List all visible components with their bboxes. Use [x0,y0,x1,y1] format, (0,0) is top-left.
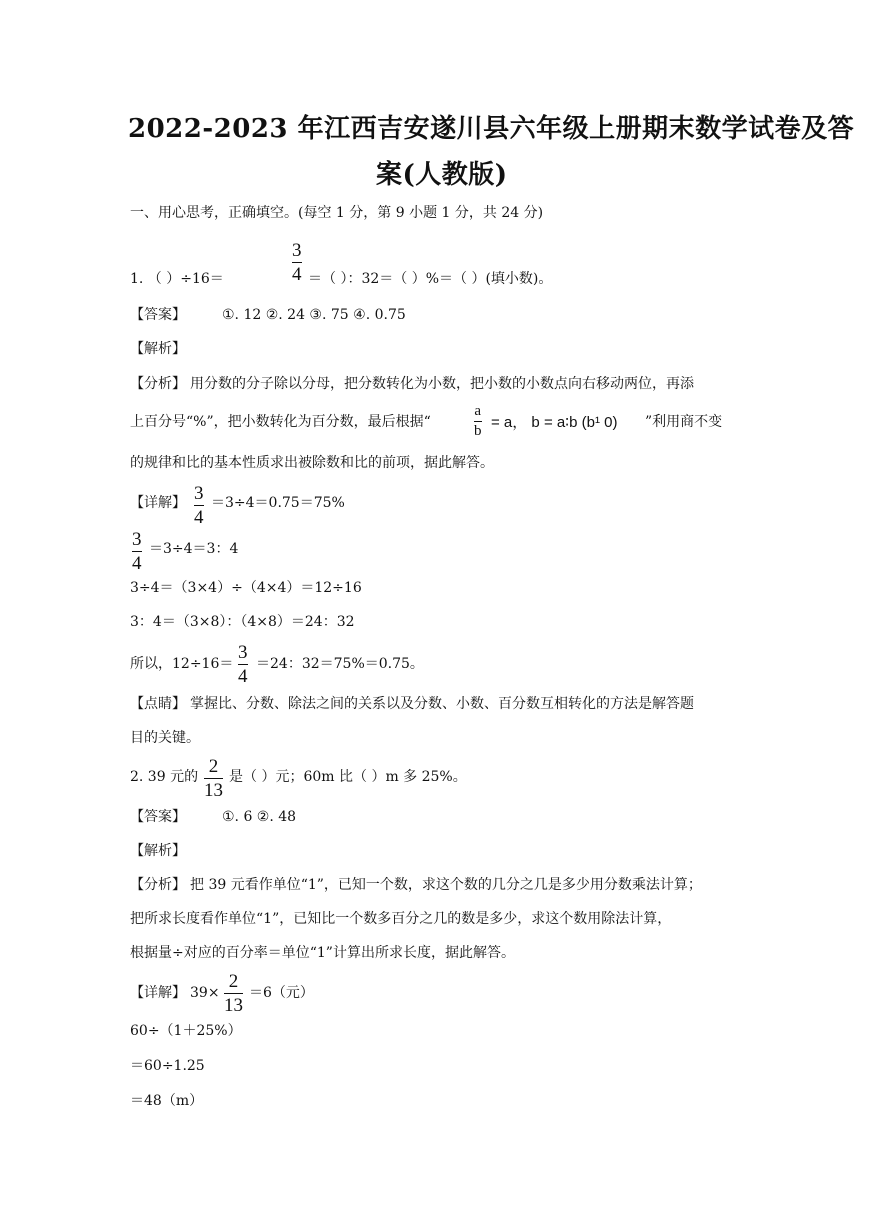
q1-fenxi-label: 【分析】 [130,376,186,392]
q1-suffix: ＝（ ）：32＝（ ）%＝（ ）(填小数)。 [308,271,553,287]
q2-fenxi-label: 【分析】 [130,877,186,893]
q1-analysis-label: 【解析】 [130,341,186,357]
q2-fraction [204,757,223,800]
q1-fenxi-fraction [474,404,482,439]
q1-detail-fraction-1-num: 3 [194,483,204,504]
section-heading: 一、用心思考，正确填空。(每空 1 分，第 9 小题 1 分，共 24 分) [130,205,544,221]
q1-detail-line2: ＝3÷4＝3：4 [149,541,239,557]
q2-fenxi-line2: 把所求长度看作单位“1”，已知比一个数多百分之几的数是多少，求这个数用除法计算， [130,911,672,927]
q2-detail-line3: ＝60÷1.25 [130,1058,205,1074]
q1-fraction [292,241,302,284]
q1-fenxi-formula: = a， b = a∶b (b¹ 0) [491,414,618,431]
q1-fenxi-fraction-numerator: a [474,403,482,419]
q2-fraction-denominator: 13 [204,780,223,801]
q2-fenxi-line3: 根据量÷对应的百分率＝单位“1”计算出所求长度，据此解答。 [130,945,515,961]
q1-detail-line1: ＝3÷4＝0.75＝75% [211,495,345,511]
q1-detail-fraction-1 [194,484,204,527]
q1-fenxi-line2c: ”利用商不变 [645,414,723,430]
q1-detail-fraction-1-den: 4 [194,507,204,528]
q1-detail-line5b: ＝24：32＝75%＝0.75。 [256,656,424,672]
q1-detail-fraction-3 [238,643,248,686]
q1-detail-line4: 3：4＝（3×8）：（4×8）＝24：32 [130,614,355,630]
q2-suffix: 是（ ）元；60m 比（ ）m 多 25%。 [229,769,467,785]
q2-answer: ①. 6 ②. 48 [222,809,297,825]
q1-fenxi-line3: 的规律和比的基本性质求出被除数和比的前项，据此解答。 [130,455,494,471]
q1-fenxi-line2a: 上百分号“%”，把小数转化为百分数，最后根据“ [130,414,431,430]
q1-fenxi-fraction-denominator: b [474,423,482,439]
q1-detail-label: 【详解】 [130,495,186,511]
q2-prefix: 2. 39 元的 [130,769,199,785]
q1-answer-label: 【答案】 [130,307,186,323]
q2-detail-line2: 60÷（1＋25%） [130,1023,242,1039]
q2-fraction-numerator: 2 [208,756,219,777]
q1-fraction-bar [292,262,302,263]
q1-detail-fraction-2-bar [132,551,142,552]
q2-detail-fraction-den: 13 [224,995,243,1016]
q2-detail-fraction [224,972,243,1015]
q1-fenxi-line1: 用分数的分子除以分母，把分数转化为小数，把小数的小数点向右移动两位，再添 [190,376,694,392]
q1-detail-fraction-2-den: 4 [132,553,142,574]
page-title-line1: 2022-2023 年江西吉安遂川县六年级上册期末数学试卷及答 [128,114,855,144]
q2-detail-line1a: 39× [190,985,220,1001]
q1-dianjing-line1: 掌握比、分数、除法之间的关系以及分数、小数、百分数互相转化的方法是解答题 [190,696,694,712]
q1-prefix: 1. （ ）÷16＝ [130,271,224,287]
q1-detail-fraction-2 [132,530,142,573]
q2-detail-fraction-bar [224,993,243,994]
q2-detail-label: 【详解】 [130,985,186,1001]
q2-detail-line4: ＝48（m） [130,1093,204,1109]
page-title-line2: 案(人教版) [376,160,508,190]
q1-dianjing-label: 【点睛】 [130,696,186,712]
q2-fraction-bar [204,778,223,779]
q1-answer: ①. 12 ②. 24 ③. 75 ④. 0.75 [222,307,406,323]
q1-detail-fraction-2-num: 3 [132,529,142,550]
q1-detail-line3: 3÷4＝（3×4）÷（4×4）＝12÷16 [130,580,362,596]
q1-detail-fraction-3-bar [238,664,248,665]
q1-dianjing-line2: 目的关键。 [130,730,200,746]
q2-analysis-label: 【解析】 [130,843,186,859]
q2-detail-line1b: ＝6（元） [249,985,314,1001]
q1-detail-fraction-1-bar [194,505,204,506]
q2-fenxi-line1: 把 39 元看作单位“1”，已知一个数，求这个数的几分之几是多少用分数乘法计算； [190,877,702,893]
q1-fraction-denominator: 4 [292,264,302,285]
q2-answer-label: 【答案】 [130,809,186,825]
q1-fraction-numerator: 3 [292,240,302,261]
q1-fenxi-fraction-bar [474,421,482,422]
q1-detail-fraction-3-num: 3 [238,642,248,663]
q1-detail-line5a: 所以，12÷16＝ [130,656,234,672]
q1-detail-fraction-3-den: 4 [238,666,248,687]
q2-detail-fraction-num: 2 [228,971,239,992]
